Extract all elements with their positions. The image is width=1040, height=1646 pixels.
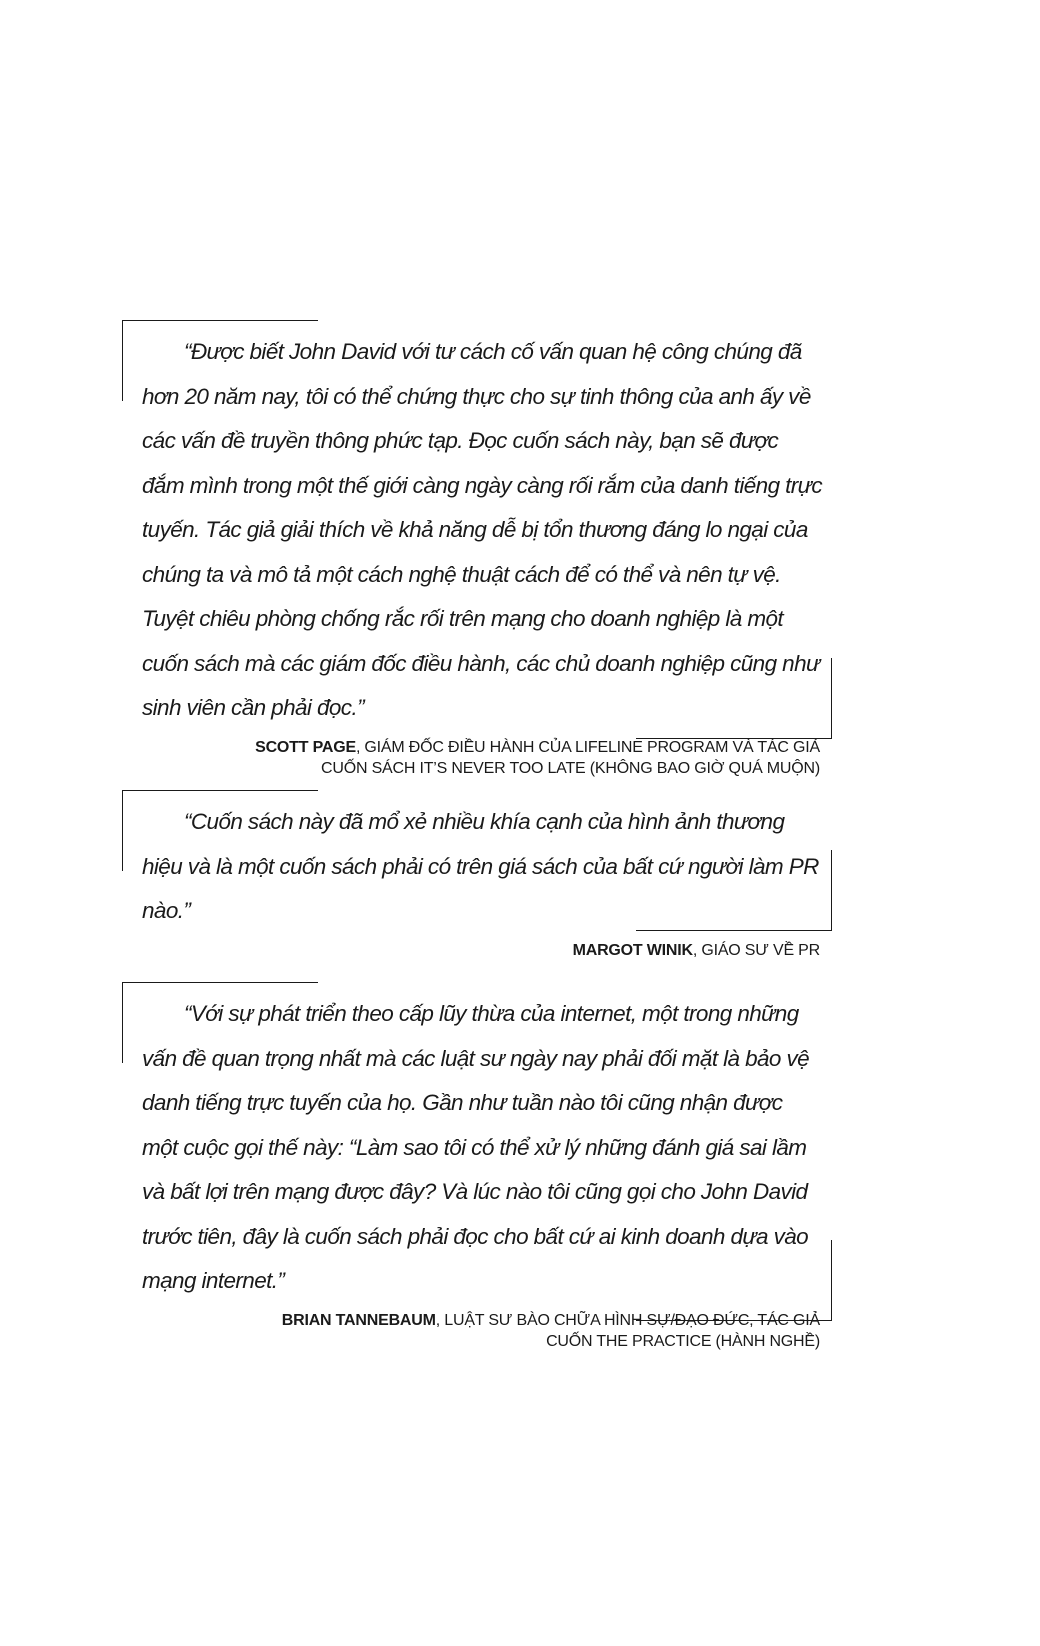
corner-bracket-bottom-right [636, 850, 832, 931]
testimonial-quote: “Được biết John David với tư cách cố vấn quan hệ công chúng đã hơn 20 năm nay, tôi có thể chứng thực cho sự tinh thông của anh ấy về các vấn đề truyền thông phức tạp. Đọc cuốn sách này, bạn sẽ được đắm mình trong một thế giới càng ngày càng rối rắm của danh tiếng trực tuyến. Tác giả giải thích về khả năng dễ bị tổn thương đáng lo ngại của chúng ta và mô tả một cách nghệ thuật cách để có thể và nên tự vệ. Tuyệt chiêu phòng chống rắc rối trên mạng cho doanh nghiệp là một cuốn sách mà các giám đốc điều hành, các chủ doanh nghiệp cũng như sinh viên cần phải đọc.” [142, 339, 822, 720]
corner-bracket-bottom-right [636, 1240, 832, 1321]
author-role: , GIÁM ĐỐC ĐIỀU HÀNH CỦA LIFELINE PROGRAM VÀ TÁC GIẢ [355, 738, 820, 756]
testimonial-attribution [122, 737, 822, 779]
author-name: SCOTT PAGE [255, 738, 356, 756]
author-role: , LUẬT SƯ BÀO CHỮA HÌNH SỰ/ĐẠO ĐỨC, TÁC GIẢ [435, 1311, 820, 1329]
author-role-continued: CUỐN SÁCH IT’S NEVER TOO LATE (KHÔNG BAO GIỜ QUÁ MUỘN) [321, 759, 820, 777]
corner-bracket-top-left [122, 320, 318, 401]
corner-bracket-top-left [122, 982, 318, 1063]
corner-bracket-top-left [122, 790, 318, 871]
testimonial-3 [122, 982, 822, 1352]
testimonial-1 [122, 320, 822, 779]
testimonial-2 [122, 790, 822, 961]
author-role: , GIÁO SƯ VỀ PR [692, 941, 820, 959]
author-name: BRIAN TANNEBAUM [281, 1311, 436, 1329]
corner-bracket-bottom-right [636, 658, 832, 739]
testimonial-quote: “Với sự phát triển theo cấp lũy thừa của internet, một trong những vấn đề quan trọng nhất mà các luật sư ngày nay phải đối mặt là bảo vệ danh tiếng trực tuyến của họ. Gần như tuần nào tôi cũng nhận được một cuộc gọi thế này: “Làm sao tôi có thể xử lý những đánh giá sai lầm và bất lợi trên mạng được đây? Và lúc nào tôi cũng gọi cho John David trước tiên, đây là cuốn sách phải đọc cho bất cứ ai kinh doanh dựa vào mạng internet.” [142, 1001, 810, 1293]
testimonial-attribution [122, 940, 822, 961]
author-role-continued: CUỐN THE PRACTICE (HÀNH NGHỀ) [546, 1332, 820, 1350]
author-name: MARGOT WINIK [572, 941, 693, 959]
testimonial-quote: “Cuốn sách này đã mổ xẻ nhiều khía cạnh của hình ảnh thương hiệu và là một cuốn sách phải có trên giá sách của bất cứ người làm PR nào.” [142, 809, 819, 923]
